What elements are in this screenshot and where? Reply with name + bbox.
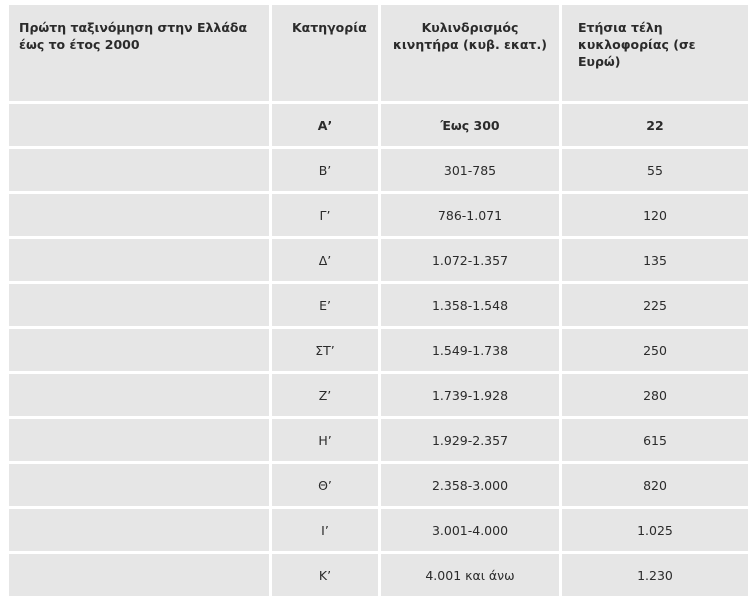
header-annual-fee: Ετήσια τέλη κυκλοφορίας (σε Ευρώ)	[562, 5, 748, 101]
category-cell: Κ’	[272, 554, 378, 596]
fee-cell: 250	[562, 329, 748, 371]
header-first-registration: Πρώτη ταξινόμηση στην Ελλάδα έως το έτος 2000	[9, 5, 269, 101]
table-row	[9, 104, 748, 146]
engine-cc-cell: 1.072-1.357	[381, 239, 559, 281]
year-cell	[9, 104, 269, 146]
category-cell: Θ’	[272, 464, 378, 506]
category-cell: Β’	[272, 149, 378, 191]
engine-cc-cell: 1.358-1.548	[381, 284, 559, 326]
engine-cc-cell: 1.549-1.738	[381, 329, 559, 371]
year-cell	[9, 194, 269, 236]
year-cell	[9, 329, 269, 371]
year-cell	[9, 239, 269, 281]
engine-cc-cell: 2.358-3.000	[381, 464, 559, 506]
table-row	[9, 419, 748, 461]
table-row	[9, 149, 748, 191]
year-cell	[9, 419, 269, 461]
category-cell: Α’	[272, 104, 378, 146]
category-cell: Ε’	[272, 284, 378, 326]
table-row	[9, 239, 748, 281]
engine-cc-cell: 301-785	[381, 149, 559, 191]
fee-cell: 820	[562, 464, 748, 506]
category-cell: Ζ’	[272, 374, 378, 416]
year-cell	[9, 509, 269, 551]
fee-cell: 1.025	[562, 509, 748, 551]
table-row	[9, 374, 748, 416]
fee-cell: 120	[562, 194, 748, 236]
table-row	[9, 284, 748, 326]
table-row	[9, 554, 748, 596]
category-cell: Γ’	[272, 194, 378, 236]
header-engine-capacity: Κυλινδρισμός κινητήρα (κυβ. εκατ.)	[381, 5, 559, 101]
engine-cc-cell: 1.739-1.928	[381, 374, 559, 416]
year-cell	[9, 149, 269, 191]
fee-cell: 615	[562, 419, 748, 461]
engine-cc-cell: 1.929-2.357	[381, 419, 559, 461]
table-row	[9, 194, 748, 236]
fee-cell: 55	[562, 149, 748, 191]
year-cell	[9, 284, 269, 326]
table-row	[9, 464, 748, 506]
table-row	[9, 509, 748, 551]
engine-cc-cell: Έως 300	[381, 104, 559, 146]
header-category: Κατηγορία	[272, 5, 378, 101]
year-cell	[9, 464, 269, 506]
engine-cc-cell: 4.001 και άνω	[381, 554, 559, 596]
fee-cell: 135	[562, 239, 748, 281]
category-cell: Δ’	[272, 239, 378, 281]
road-tax-table	[6, 2, 750, 599]
category-cell: Ι’	[272, 509, 378, 551]
fee-cell: 280	[562, 374, 748, 416]
year-cell	[9, 554, 269, 596]
category-cell: ΣΤ’	[272, 329, 378, 371]
category-cell: Η’	[272, 419, 378, 461]
engine-cc-cell: 3.001-4.000	[381, 509, 559, 551]
engine-cc-cell: 786-1.071	[381, 194, 559, 236]
table-header-row	[9, 5, 748, 101]
fee-cell: 225	[562, 284, 748, 326]
fee-cell: 22	[562, 104, 748, 146]
table-row	[9, 329, 748, 371]
year-cell	[9, 374, 269, 416]
fee-cell: 1.230	[562, 554, 748, 596]
